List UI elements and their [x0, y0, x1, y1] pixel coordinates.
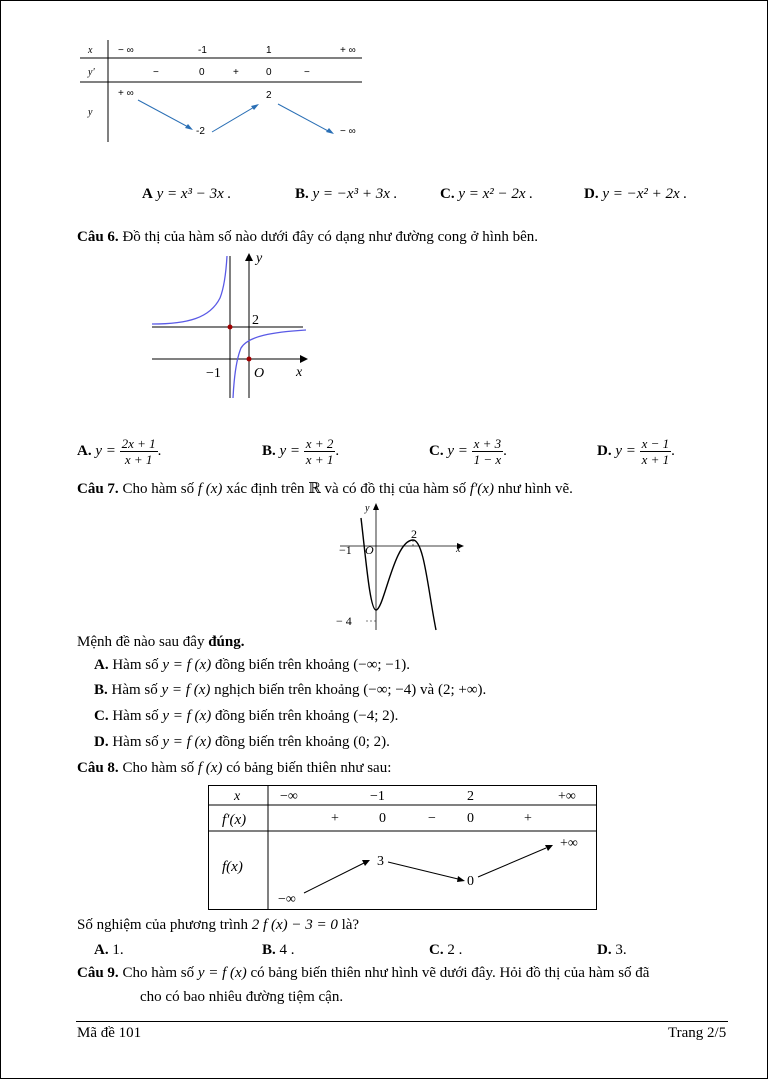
- dy-val: 0: [199, 67, 205, 78]
- q7-tick-m1: −1: [339, 543, 352, 557]
- y-val: 2: [266, 90, 272, 101]
- q7-text: Câu 7. Cho hàm số f (x) xác định trên ℝ và có đồ thị của hàm số f′(x) như hình vẽ.: [77, 481, 573, 497]
- y-val: − ∞: [340, 126, 356, 137]
- dy-val: 0: [266, 67, 272, 78]
- q5-option-a[interactable]: A y = x³ − 3x .: [142, 186, 232, 202]
- q8-option-c[interactable]: C. 2 .: [429, 942, 463, 958]
- q7-origin: O: [365, 543, 374, 557]
- q8-x-val: −∞: [280, 789, 298, 804]
- q8-dy-val: 0: [467, 811, 474, 826]
- dy-val: −: [304, 67, 310, 78]
- q8-row-y: f(x): [222, 859, 243, 875]
- row-y-label: y: [88, 107, 93, 118]
- q8-y-val: 0: [467, 874, 474, 889]
- q8-dy-val: +: [524, 811, 532, 826]
- q7-option-b[interactable]: B. Hàm số y = f (x) nghịch biến trên khoảng (−∞; −4) và (2; +∞).: [94, 682, 487, 698]
- q8-y-val: 3: [377, 854, 384, 869]
- q6-graph: [148, 248, 313, 403]
- q7-y-axis-label: y: [365, 503, 370, 514]
- q6-option-d[interactable]: D. y = $\frac{x - 1}{x + 1}$ .: [597, 436, 675, 467]
- q7-option-a[interactable]: A. Hàm số y = f (x) đồng biến trên khoảng (−∞; −1).: [94, 657, 411, 673]
- q7-x-axis-label: x: [456, 544, 461, 555]
- q6-option-c[interactable]: C. y = $\frac{x + 3}{1 - x}$ .: [429, 436, 507, 467]
- q7-tick-m4: − 4: [336, 614, 352, 628]
- q8-row-x: x: [234, 789, 241, 804]
- footer-rule: [76, 1021, 728, 1022]
- row-x-label: x: [88, 45, 93, 56]
- q8-dy-val: 0: [379, 811, 386, 826]
- q6-tick-2: 2: [252, 313, 259, 328]
- x-val: + ∞: [340, 45, 356, 56]
- y-val: + ∞: [118, 88, 134, 99]
- q8-option-a[interactable]: A. 1.: [94, 942, 124, 958]
- q9-text: Câu 9. Cho hàm số y = f (x) có bảng biến thiên như hình vẽ dưới đây. Hỏi đồ thị của hàm số đã: [77, 965, 650, 981]
- q7-graph: [336, 500, 468, 632]
- q7-option-d[interactable]: D. Hàm số y = f (x) đồng biến trên khoảng (0; 2).: [94, 734, 390, 750]
- q7-option-c[interactable]: C. Hàm số y = f (x) đồng biến trên khoảng (−4; 2).: [94, 708, 399, 724]
- q8-x-val: +∞: [558, 789, 576, 804]
- q6-y-axis-label: y: [256, 251, 263, 266]
- row-dy-label: y': [88, 67, 95, 78]
- q7-prompt: Mệnh đề nào sau đây đúng.: [77, 634, 245, 650]
- q6-x-axis-label: x: [296, 365, 303, 380]
- q8-y-val: +∞: [560, 836, 578, 851]
- x-val: 1: [266, 45, 272, 56]
- q8-text: Câu 8. Cho hàm số f (x) có bảng biến thiên như sau:: [77, 760, 392, 776]
- q8-option-b[interactable]: B. 4 .: [262, 942, 295, 958]
- q6-tick-m1: −1: [206, 366, 221, 381]
- variation-table-q8: [208, 785, 598, 911]
- x-val: − ∞: [118, 45, 134, 56]
- variation-table-q5: [78, 38, 368, 146]
- q9-text-line2: cho có bao nhiêu đường tiệm cận.: [140, 989, 344, 1005]
- dy-val: +: [233, 67, 239, 78]
- q8-y-val: −∞: [278, 892, 296, 907]
- q7-tick-2: 2: [411, 527, 417, 541]
- q5-option-c[interactable]: C. y = x² − 2x .: [440, 186, 534, 202]
- q8-option-d[interactable]: D. 3.: [597, 942, 627, 958]
- footer-page-number: Trang 2/5: [668, 1025, 727, 1041]
- q8-x-val: 2: [467, 789, 474, 804]
- dy-val: −: [153, 67, 159, 78]
- q8-dy-val: +: [331, 811, 339, 826]
- q5-option-b[interactable]: B. y = −x³ + 3x .: [295, 186, 398, 202]
- q6-option-a[interactable]: A. y = $\frac{2x + 1}{x + 1}$ .: [77, 436, 162, 467]
- y-val: -2: [196, 126, 205, 137]
- q8-row-dy: f′(x): [222, 812, 247, 828]
- q6-text: Câu 6. Đồ thị của hàm số nào dưới đây có dạng như đường cong ở hình bên.: [77, 229, 539, 245]
- q5-option-d[interactable]: D. y = −x² + 2x .: [584, 186, 688, 202]
- q8-x-val: −1: [370, 789, 385, 804]
- q8-dy-val: −: [428, 811, 436, 826]
- q8-question: Số nghiệm của phương trình 2 f (x) − 3 = 0 là?: [77, 917, 360, 933]
- footer-exam-code: Mã đề 101: [77, 1025, 142, 1041]
- q6-origin: O: [254, 366, 265, 381]
- q6-option-b[interactable]: B. y = $\frac{x + 2}{x + 1}$ .: [262, 436, 340, 467]
- x-val: -1: [198, 45, 207, 56]
